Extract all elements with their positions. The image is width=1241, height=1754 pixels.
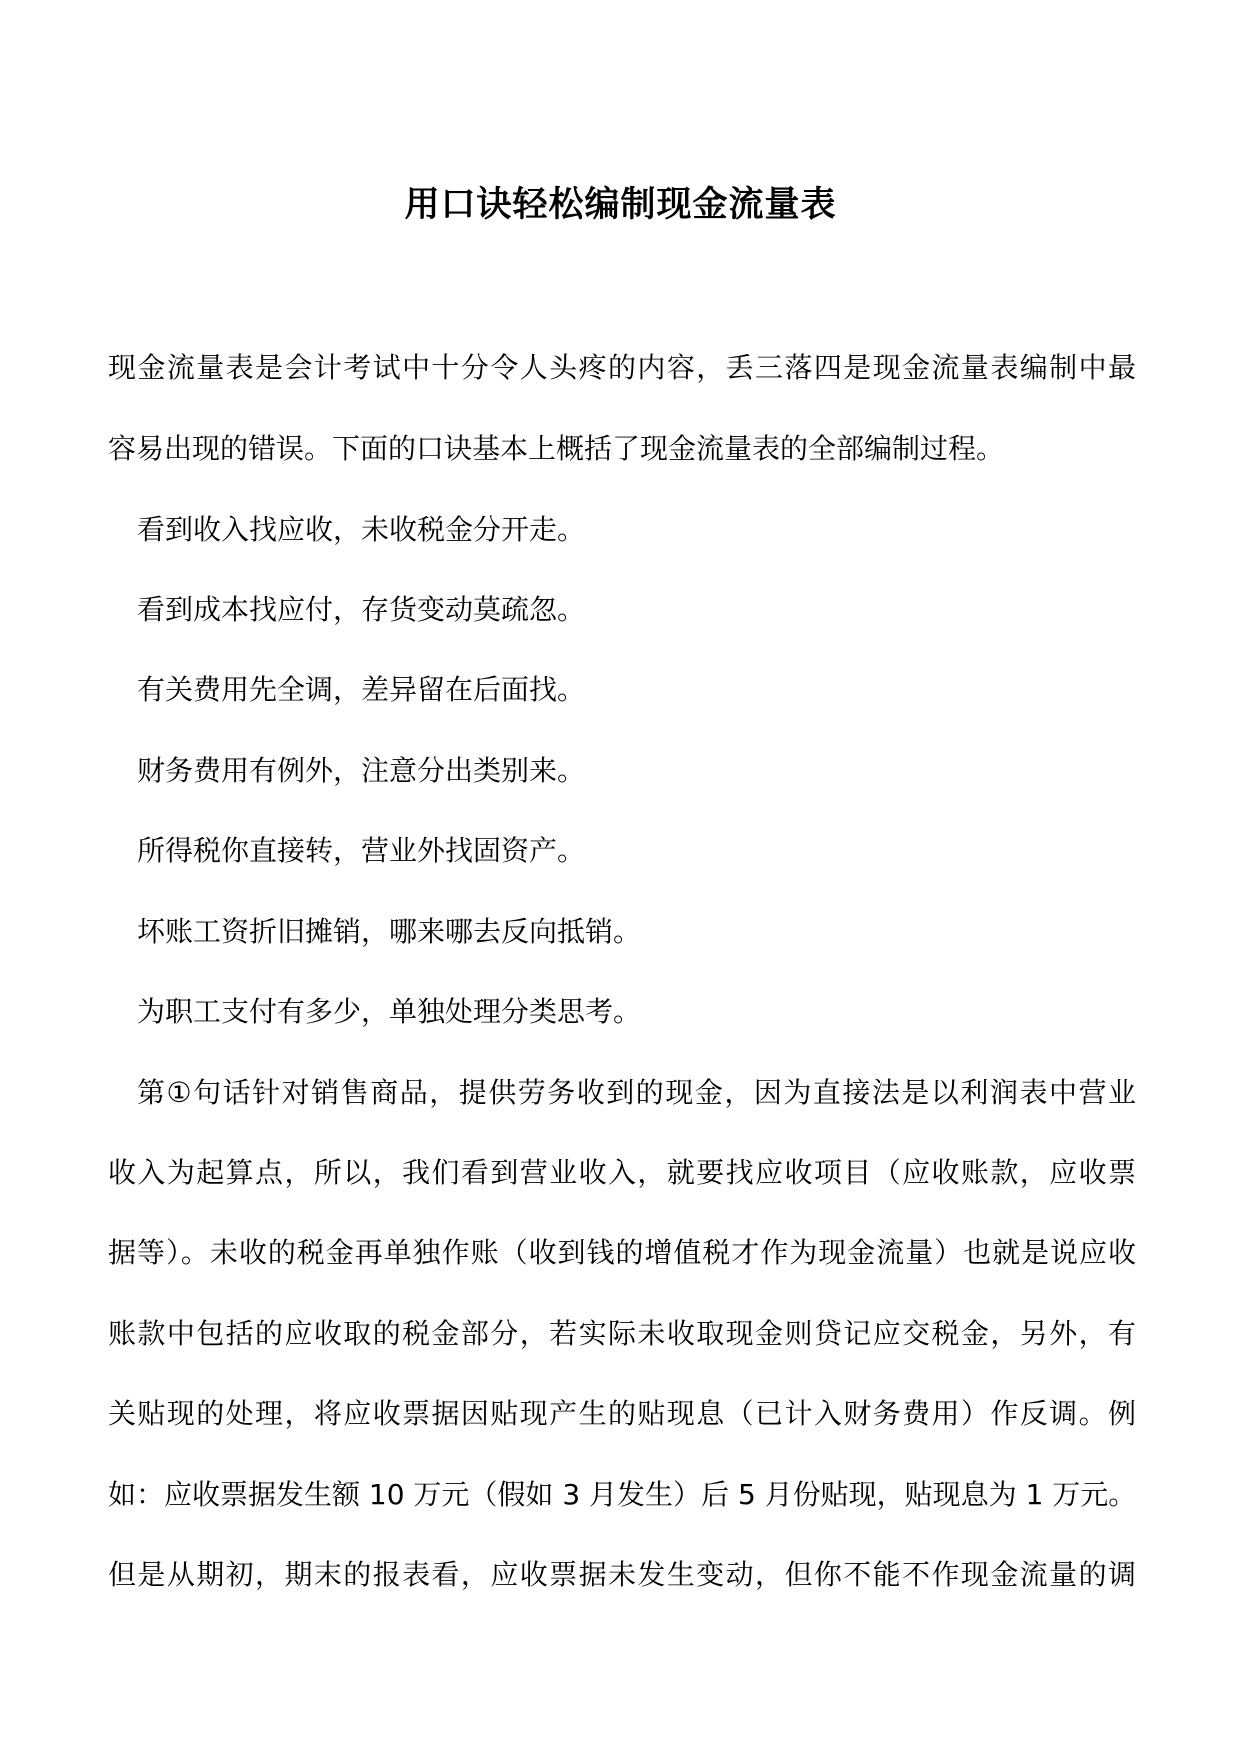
paragraph-line: 现金流量表是会计考试中十分令人头疼的内容，丢三落四是现金流量表编制中最 bbox=[108, 351, 1136, 384]
paragraph-line: 账款中包括的应收取的税金部分，若实际未收取现金则贷记应交税金，另外，有 bbox=[108, 1317, 1136, 1350]
verse-line: 有关费用先全调，差异留在后面找。 bbox=[137, 673, 586, 706]
verse-line: 所得税你直接转，营业外找固资产。 bbox=[137, 834, 586, 867]
document-title: 用口诀轻松编制现金流量表 bbox=[404, 185, 837, 226]
paragraph-line: 据等）。未收的税金再单独作账（收到钱的增值税才作为现金流量）也就是说应收 bbox=[108, 1236, 1136, 1269]
paragraph-line: 收入为起算点，所以，我们看到营业收入，就要找应收项目（应收账款，应收票 bbox=[108, 1156, 1136, 1189]
paragraph-line: 但是从期初，期末的报表看，应收票据未发生变动，但你不能不作现金流量的调 bbox=[108, 1558, 1136, 1591]
paragraph-line: 如：应收票据发生额 10 万元（假如 3 月发生）后 5 月份贴现，贴现息为 1 万元。 bbox=[108, 1478, 1137, 1511]
paragraph-line: 关贴现的处理，将应收票据因贴现产生的贴现息（已计入财务费用）作反调。例 bbox=[108, 1397, 1136, 1430]
paragraph-line: 第①句话针对销售商品，提供劳务收到的现金，因为直接法是以利润表中营业 bbox=[137, 1076, 1136, 1109]
verse-line: 为职工支付有多少，单独处理分类思考。 bbox=[137, 995, 642, 1028]
verse-line: 看到收入找应收，未收税金分开走。 bbox=[137, 513, 586, 546]
verse-line: 看到成本找应付，存货变动莫疏忽。 bbox=[137, 593, 586, 626]
paragraph-line: 容易出现的错误。下面的口诀基本上概括了现金流量表的全部编制过程。 bbox=[108, 432, 1005, 465]
verse-line: 财务费用有例外，注意分出类别来。 bbox=[137, 754, 586, 787]
verse-line: 坏账工资折旧摊销，哪来哪去反向抵销。 bbox=[137, 915, 642, 948]
